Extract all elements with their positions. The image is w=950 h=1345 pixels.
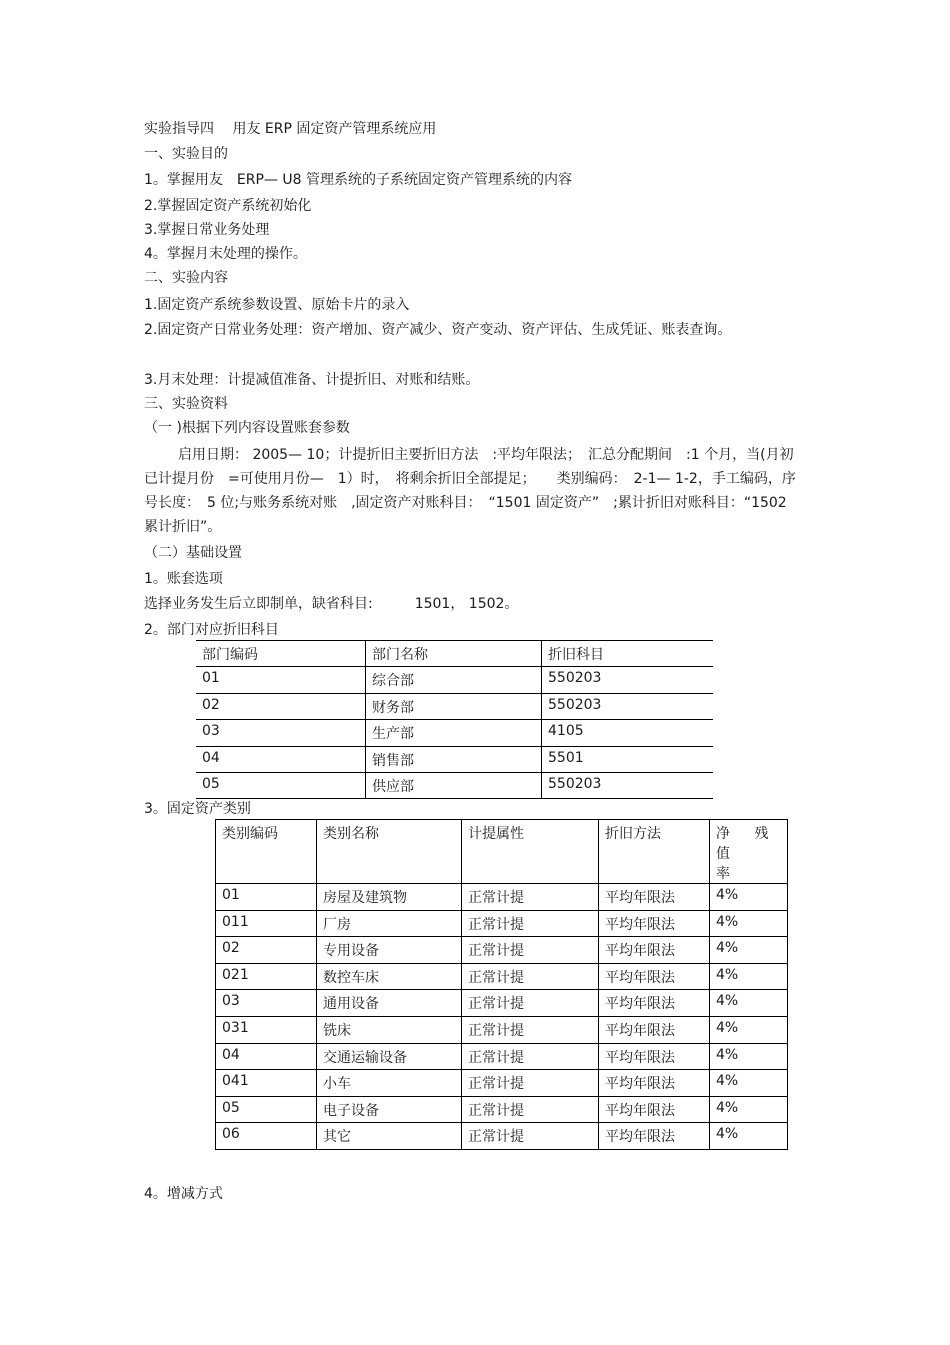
section-heading-objectives: 一、实验目的 bbox=[144, 146, 228, 162]
table-cell: 4% bbox=[710, 1096, 788, 1123]
table-cell: 平均年限法 bbox=[599, 884, 710, 911]
table-cell: 05 bbox=[216, 1096, 317, 1123]
table-cell: 正常计提 bbox=[462, 990, 599, 1017]
table-row bbox=[196, 772, 713, 798]
content-item: 1.固定资产系统参数设置、原始卡片的录入 bbox=[144, 297, 410, 313]
dept-depreciation-table bbox=[196, 640, 713, 799]
table-row bbox=[196, 720, 713, 746]
table-row bbox=[216, 1096, 788, 1123]
table-row bbox=[196, 667, 713, 693]
objective-item: 3.掌握日常业务处理 bbox=[144, 222, 270, 238]
column-header-residual-rate bbox=[710, 820, 788, 884]
header-line: 净 残 值 bbox=[716, 826, 779, 862]
table-cell: 04 bbox=[216, 1043, 317, 1070]
table-cell: 4% bbox=[710, 1016, 788, 1043]
table-header-row bbox=[216, 820, 788, 884]
column-header: 折旧科目 bbox=[542, 641, 714, 667]
table-cell: 其它 bbox=[317, 1123, 462, 1150]
asset-category-table bbox=[215, 819, 788, 1150]
subsection-heading-params: （一 )根据下列内容设置账套参数 bbox=[144, 420, 350, 436]
table-cell: 021 bbox=[216, 963, 317, 990]
table-cell: 供应部 bbox=[366, 772, 542, 798]
table-cell: 5501 bbox=[542, 746, 714, 772]
table-cell: 平均年限法 bbox=[599, 937, 710, 964]
content-item: 2.固定资产日常业务处理：资产增加、资产减少、资产变动、资产评估、生成凭证、账表查询。 bbox=[144, 322, 732, 338]
column-header: 部门名称 bbox=[366, 641, 542, 667]
table-cell: 小车 bbox=[317, 1070, 462, 1097]
table-cell: 011 bbox=[216, 910, 317, 937]
item-heading-account-options: 1。账套选项 bbox=[144, 571, 223, 587]
table-cell: 04 bbox=[196, 746, 366, 772]
table-cell: 正常计提 bbox=[462, 910, 599, 937]
table-cell: 4% bbox=[710, 910, 788, 937]
table-cell: 房屋及建筑物 bbox=[317, 884, 462, 911]
table-header-row bbox=[196, 641, 713, 667]
table-cell: 铣床 bbox=[317, 1016, 462, 1043]
table-row bbox=[216, 1016, 788, 1043]
table-cell: 4105 bbox=[542, 720, 714, 746]
column-header: 类别名称 bbox=[317, 820, 462, 884]
table-cell: 01 bbox=[216, 884, 317, 911]
account-options-text: 选择业务发生后立即制单，缺省科目: 1501， 1502。 bbox=[144, 596, 519, 612]
objective-item: 2.掌握固定资产系统初始化 bbox=[144, 198, 312, 214]
table-cell: 平均年限法 bbox=[599, 1123, 710, 1150]
table-cell: 4% bbox=[710, 1070, 788, 1097]
table-cell: 财务部 bbox=[366, 693, 542, 719]
table-cell: 正常计提 bbox=[462, 1070, 599, 1097]
table-cell: 正常计提 bbox=[462, 1016, 599, 1043]
item-heading-asset-categories: 3。固定资产类别 bbox=[144, 801, 251, 817]
column-header: 计提属性 bbox=[462, 820, 599, 884]
table-row bbox=[196, 746, 713, 772]
item-heading-change-methods: 4。增减方式 bbox=[144, 1186, 223, 1202]
table-cell: 4% bbox=[710, 884, 788, 911]
content-item: 3.月末处理：计提减值准备、计提折旧、对账和结账。 bbox=[144, 372, 480, 388]
table-cell: 平均年限法 bbox=[599, 1096, 710, 1123]
column-header: 部门编码 bbox=[196, 641, 366, 667]
table-cell: 05 bbox=[196, 772, 366, 798]
table-cell: 550203 bbox=[542, 667, 714, 693]
table-cell: 4% bbox=[710, 1123, 788, 1150]
table-cell: 电子设备 bbox=[317, 1096, 462, 1123]
table-cell: 550203 bbox=[542, 772, 714, 798]
table-cell: 平均年限法 bbox=[599, 1016, 710, 1043]
table-cell: 正常计提 bbox=[462, 884, 599, 911]
subsection-heading-basic: （二）基础设置 bbox=[144, 545, 242, 561]
table-cell: 4% bbox=[710, 990, 788, 1017]
table-row bbox=[216, 937, 788, 964]
table-cell: 专用设备 bbox=[317, 937, 462, 964]
table-cell: 031 bbox=[216, 1016, 317, 1043]
column-header: 折旧方法 bbox=[599, 820, 710, 884]
table-cell: 正常计提 bbox=[462, 1123, 599, 1150]
table-cell: 数控车床 bbox=[317, 963, 462, 990]
table-cell: 4% bbox=[710, 937, 788, 964]
table-cell: 正常计提 bbox=[462, 1043, 599, 1070]
table-cell: 平均年限法 bbox=[599, 910, 710, 937]
table-cell: 041 bbox=[216, 1070, 317, 1097]
objective-item: 4。掌握月末处理的操作。 bbox=[144, 246, 307, 262]
table-cell: 交通运输设备 bbox=[317, 1043, 462, 1070]
table-cell: 550203 bbox=[542, 693, 714, 719]
section-heading-content: 二、实验内容 bbox=[144, 270, 228, 286]
table-cell: 正常计提 bbox=[462, 963, 599, 990]
table-cell: 02 bbox=[196, 693, 366, 719]
table-cell: 03 bbox=[216, 990, 317, 1017]
table-cell: 平均年限法 bbox=[599, 990, 710, 1017]
table-row bbox=[216, 1123, 788, 1150]
table-cell: 4% bbox=[710, 963, 788, 990]
table-row bbox=[216, 1070, 788, 1097]
objective-item: 1。掌握用友 ERP— U8 管理系统的子系统固定资产管理系统的内容 bbox=[144, 172, 572, 188]
table-row bbox=[216, 963, 788, 990]
table-row bbox=[196, 693, 713, 719]
table-cell: 02 bbox=[216, 937, 317, 964]
table-cell: 01 bbox=[196, 667, 366, 693]
table-cell: 正常计提 bbox=[462, 1096, 599, 1123]
table-cell: 正常计提 bbox=[462, 937, 599, 964]
page-title: 实验指导四 用友 ERP 固定资产管理系统应用 bbox=[144, 121, 437, 137]
header-line: 率 bbox=[716, 866, 730, 882]
table-row bbox=[216, 990, 788, 1017]
table-cell: 综合部 bbox=[366, 667, 542, 693]
table-cell: 平均年限法 bbox=[599, 1070, 710, 1097]
table-row bbox=[216, 1043, 788, 1070]
table-cell: 03 bbox=[196, 720, 366, 746]
table-cell: 通用设备 bbox=[317, 990, 462, 1017]
table-cell: 06 bbox=[216, 1123, 317, 1150]
table-cell: 生产部 bbox=[366, 720, 542, 746]
item-heading-dept-depreciation: 2。部门对应折旧科目 bbox=[144, 622, 279, 638]
table-cell: 4% bbox=[710, 1043, 788, 1070]
column-header: 类别编码 bbox=[216, 820, 317, 884]
params-paragraph bbox=[144, 443, 804, 539]
table-row bbox=[216, 910, 788, 937]
params-text: 启用日期： 2005— 10；计提折旧主要折旧方法 :平均年限法； 汇总分配期间 :1 个月，当(月初已计提月份 =可使用月份— 1）时， 将剩余折旧全部提足； 类别编码： 2-1— 1-2，手工编码，序号长度： 5 位;与账务系统对账 ,固定资产对账科目： “1501 固定资产” ;累计折旧对账科目：“1502 累计折旧”。 bbox=[144, 447, 796, 535]
table-cell: 平均年限法 bbox=[599, 1043, 710, 1070]
table-row bbox=[216, 884, 788, 911]
section-heading-materials: 三、实验资料 bbox=[144, 396, 228, 412]
table-cell: 销售部 bbox=[366, 746, 542, 772]
table-cell: 平均年限法 bbox=[599, 963, 710, 990]
table-cell: 厂房 bbox=[317, 910, 462, 937]
